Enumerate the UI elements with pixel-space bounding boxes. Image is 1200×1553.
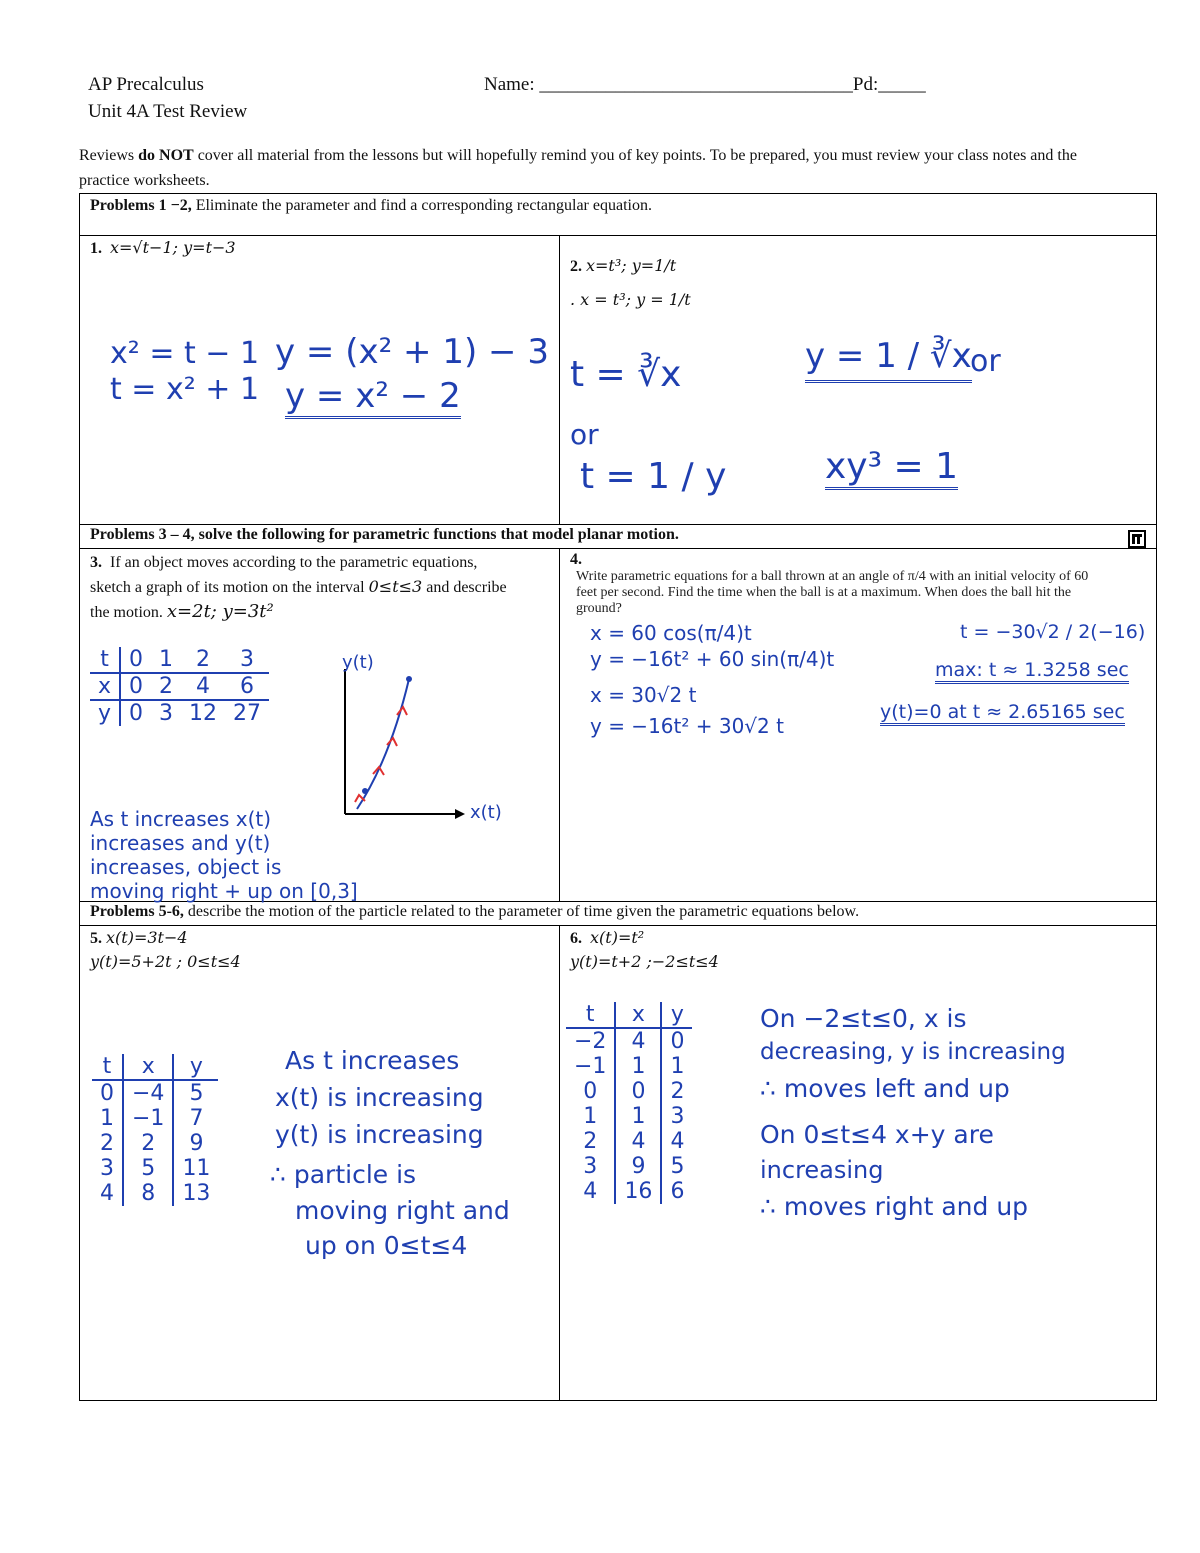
table-cell: 0 [129, 674, 144, 699]
p1-work-line: x² = t − 1 [110, 336, 260, 371]
review-table [79, 193, 1157, 1401]
problem-1: 1. x=√t−1; y=t−3 x² = t − 1 t = x² + 1 y = (x² + 1) − 3 y = x² − 2 [80, 236, 560, 525]
p3-work-line: increases, object is [90, 855, 282, 879]
p1-answer: y = x² − 2 [285, 376, 461, 419]
table-cell: x [123, 1054, 173, 1080]
table-cell: 4 [196, 674, 211, 699]
p3-work-line: increases and y(t) [90, 831, 271, 855]
p4-answer-max: max: t ≈ 1.3258 sec [935, 659, 1129, 684]
table-cell: 3 [92, 1156, 123, 1181]
problem-6-equation-x: x(t)=t² [590, 928, 645, 947]
table-cell: 4 [92, 1181, 123, 1206]
course-title: AP Precalculus [88, 74, 204, 95]
table-cell: 5 [123, 1156, 173, 1181]
table-cell: t [92, 1054, 123, 1080]
p4-work-line: y = −16t² + 60 sin(π/4)t [590, 647, 835, 671]
table-cell: −4 [123, 1080, 173, 1106]
p4-work-line: x = 60 cos(π/4)t [590, 621, 752, 645]
table-cell: 0 [92, 1080, 123, 1106]
p5-work-line: up on 0≤t≤4 [305, 1231, 468, 1260]
name-period-line: Name: _________________________________Pd:_____ [484, 74, 926, 95]
table-cell: 6 [670, 1179, 685, 1204]
problem-5-equation-y: y(t)=5+2t ; 0≤t≤4 [90, 952, 241, 971]
table-cell: −1 [123, 1106, 173, 1131]
table-cell: 2 [159, 674, 174, 699]
p6-work-line: decreasing, y is increasing [760, 1039, 1066, 1065]
table-cell: y [670, 1002, 684, 1027]
table-cell: 0 [670, 1029, 685, 1054]
table-cell: 7 [189, 1106, 204, 1131]
p2-or-label: or [570, 418, 599, 451]
table-cell: 1 [159, 647, 174, 672]
table-cell: 16 [615, 1179, 661, 1204]
table-cell: 0 [129, 647, 144, 672]
problem-6: 6. x(t)=t² y(t)=t+2 ;−2≤t≤4 t x y −2 4 0 −1 1 1 0 0 2 1 1 3 2 4 4 3 9 5 4 16 6 On −2≤t≤0, x is decreasing, y is increasing ∴ moves left and up On 0≤t≤4 x+y are increasing ∴ moves right and up [560, 926, 1157, 1401]
table-cell: 3 [566, 1154, 615, 1179]
problem-6-equation-y: y(t)=t+2 ;−2≤t≤4 [570, 952, 719, 971]
p4-work-line: y = −16t² + 30√2 t [590, 714, 784, 738]
p2-work-line: t = 1 / y [580, 456, 727, 497]
p6-value-table [566, 1002, 692, 1204]
problem-3-equation: x=2t; y=3t² [166, 601, 274, 622]
table-cell: 1 [92, 1106, 123, 1131]
table-cell: 4 [566, 1179, 615, 1204]
table-cell: y [189, 1054, 203, 1079]
table-cell: 1 [566, 1104, 615, 1129]
p5-work-line: moving right and [295, 1196, 510, 1225]
problem-2: 2. x=t³; y=1/t . x = t³; y = 1/t t = ∛x y = 1 / ∛x or or t = 1 / y xy³ = 1 [560, 236, 1157, 525]
p5-work-line: x(t) is increasing [275, 1083, 484, 1112]
table-cell: 0 [615, 1079, 661, 1104]
table-cell: 2 [670, 1079, 685, 1104]
section-header-5-6: Problems 5-6, describe the motion of the particle related to the parameter of time given the parametric equations below. [80, 902, 1157, 926]
p4-answer-ground: y(t)=0 at t ≈ 2.65165 sec [880, 701, 1125, 726]
table-cell: t [566, 1002, 615, 1028]
table-cell: 8 [123, 1181, 173, 1206]
table-cell: 0 [566, 1079, 615, 1104]
problem-5: 5. x(t)=3t−4 y(t)=5+2t ; 0≤t≤4 t x y 0 −4 5 1 −1 7 2 2 9 3 5 11 4 8 13 As t increases x(t) is increasing y(t) is increasing ∴ particle is moving right and up on 0≤t≤4 [80, 926, 560, 1401]
table-cell: 13 [182, 1181, 211, 1206]
table-cell: 9 [189, 1131, 204, 1156]
p5-work-line: ∴ particle is [270, 1160, 417, 1189]
table-cell: 1 [670, 1054, 685, 1079]
table-cell: 12 [189, 701, 218, 726]
p3-work-line: moving right + up on [0,3] [90, 879, 358, 903]
table-cell: 5 [189, 1081, 204, 1106]
table-cell: x [615, 1002, 661, 1028]
p3-value-table [90, 647, 269, 726]
p2-answer-1: y = 1 / ∛x [805, 336, 972, 383]
table-cell: 4 [615, 1129, 661, 1154]
problem-4: 4. Write parametric equations for a ball thrown at an angle of π/4 with an initial velocity of 60 feet per second. Find the time when the ball is at a maximum. When does the ball hit the ground? x = 60 cos(π/4)t y = −16t² + 60 sin(π/4)t x = 30√2 t y = −16t² + 30√2 t t = −30√2 / 2(−16) max: t ≈ 1.3258 sec y(t)=0 at t ≈ 2.65165 sec [560, 549, 1157, 902]
problem-2-equation: x=t³; y=1/t [586, 256, 677, 275]
p1-work-line: t = x² + 1 [110, 372, 260, 407]
table-cell: 6 [240, 674, 255, 699]
problem-3: 3. If an object moves according to the parametric equations, sketch a graph of its motion on the interval 0≤t≤3 and describe the motion. x=2t; y=3t² t 0 1 2 3 x 0 2 4 6 y 0 3 12 27 y(t) x(t) As t increases x(t) increases and y(t) increases, object is moving right + up on [0,3] [80, 549, 560, 902]
table-cell: 1 [615, 1104, 661, 1129]
table-cell: 1 [615, 1054, 661, 1079]
p2-work-line: t = ∛x [570, 354, 682, 395]
p1-work-line: y = (x² + 1) − 3 [275, 332, 549, 372]
p3-y-axis-label: y(t) [342, 652, 374, 673]
p5-work-line: y(t) is increasing [275, 1120, 484, 1149]
table-cell: 2 [196, 647, 211, 672]
table-cell: 0 [129, 701, 144, 726]
table-cell: 9 [615, 1154, 661, 1179]
table-cell: 3 [670, 1104, 685, 1129]
calculator-icon [1128, 530, 1146, 548]
p2-or-label: or [970, 344, 1001, 379]
p6-work-line: ∴ moves left and up [760, 1074, 1010, 1103]
table-cell: −2 [566, 1028, 615, 1054]
p5-work-line: As t increases [285, 1046, 460, 1075]
table-cell: 4 [615, 1028, 661, 1054]
table-cell: t [90, 647, 120, 673]
table-cell: 3 [240, 647, 255, 672]
p5-value-table [92, 1054, 218, 1206]
p6-work-line: increasing [760, 1156, 884, 1184]
problem-2-equation-copy: . x = t³; y = 1/t [570, 290, 691, 309]
table-cell: 5 [670, 1154, 685, 1179]
table-cell: 2 [566, 1129, 615, 1154]
table-cell: y [90, 700, 120, 726]
p3-work-line: As t increases x(t) [90, 807, 272, 831]
p4-work-line: x = 30√2 t [590, 683, 697, 707]
p4-work-line: t = −30√2 / 2(−16) [960, 621, 1146, 643]
p4-question-text: Write parametric equations for a ball thrown at an angle of π/4 with an initial velocity of 60 feet per second. Find the time when the ball is at a maximum. When does the ball hit the ground? [576, 569, 1089, 616]
p3-motion-graph [335, 649, 535, 829]
p6-work-line: On 0≤t≤4 x+y are [760, 1120, 994, 1149]
unit-title: Unit 4A Test Review [88, 101, 248, 122]
p6-work-line: On −2≤t≤0, x is [760, 1004, 967, 1033]
table-cell: 3 [159, 701, 174, 726]
table-cell: −1 [566, 1054, 615, 1079]
intro-text: Reviews do NOT cover all material from the lessons but will hopefully remind you of key points. To be prepared, you must review your class notes and the practice worksheets. [79, 147, 1077, 189]
problem-5-equation-x: x(t)=3t−4 [106, 928, 188, 947]
problem-1-equation: x=√t−1; y=t−3 [110, 238, 236, 257]
table-cell: 27 [233, 701, 262, 726]
table-cell: x [90, 673, 120, 700]
table-cell: 2 [92, 1131, 123, 1156]
table-cell: 4 [670, 1129, 685, 1154]
table-cell: 2 [123, 1131, 173, 1156]
p6-work-line: ∴ moves right and up [760, 1192, 1029, 1221]
table-cell: 11 [182, 1156, 211, 1181]
section-header-1-2: Problems 1 −2, Eliminate the parameter and find a corresponding rectangular equation. [80, 194, 1157, 236]
p2-answer-2: xy³ = 1 [825, 446, 958, 490]
section-header-3-4: Problems 3 – 4, solve the following for parametric functions that model planar motion. [80, 525, 1157, 549]
p3-x-axis-label: x(t) [470, 802, 502, 823]
